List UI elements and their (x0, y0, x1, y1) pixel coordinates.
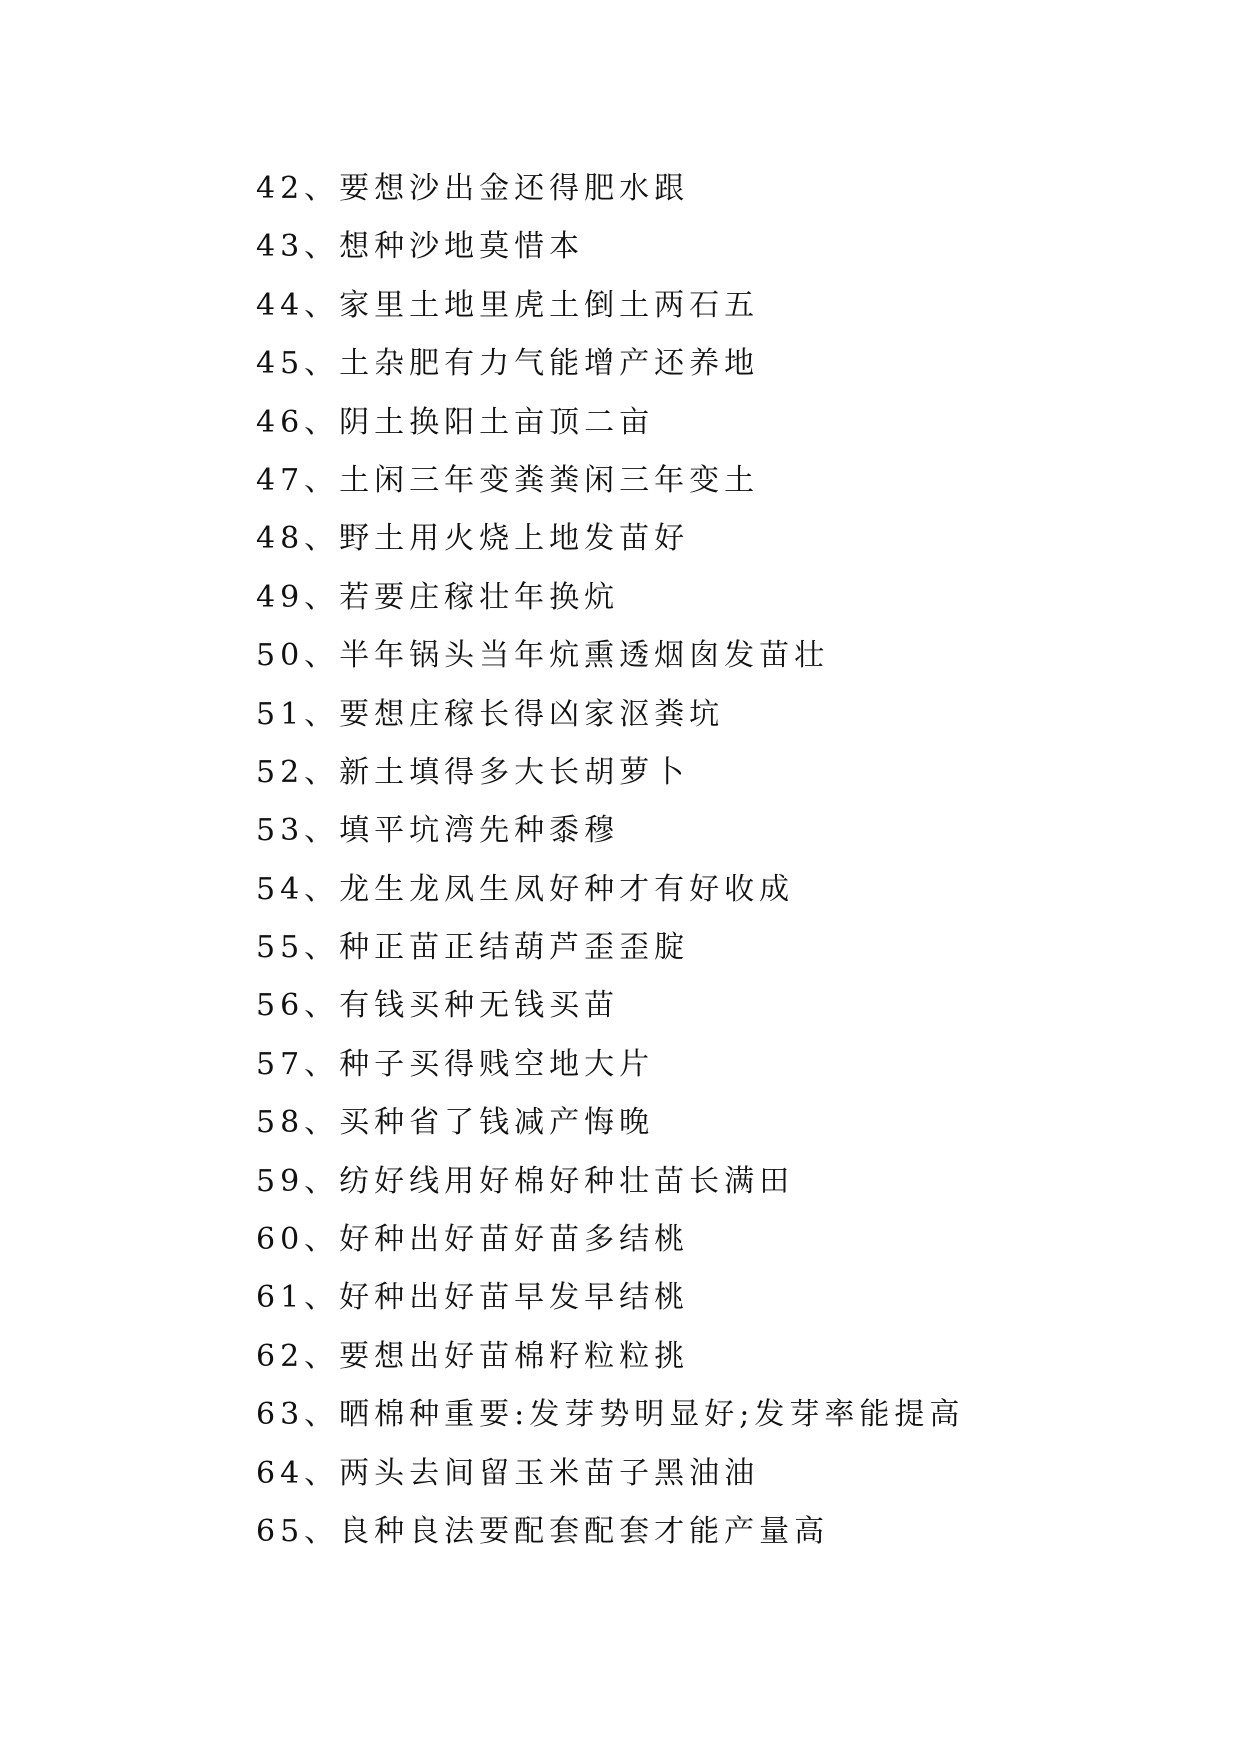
list-item: 45、土杂肥有力气能增产还养地 (256, 346, 760, 382)
list-item: 65、良种良法要配套配套才能产量高 (256, 1513, 830, 1549)
list-item: 59、纺好线用好棉好种壮苗长满田 (256, 1163, 795, 1199)
list-item: 51、要想庄稼长得凶家沤粪坑 (256, 696, 725, 732)
list-item: 63、晒棉种重要:发芽势明显好;发芽率能提高 (256, 1397, 965, 1433)
list-item: 64、两头去间留玉米苗子黑油油 (256, 1455, 760, 1491)
list-item: 60、好种出好苗好苗多结桃 (256, 1222, 690, 1258)
list-item: 49、若要庄稼壮年换炕 (256, 579, 620, 615)
list-item: 48、野土用火烧上地发苗好 (256, 521, 690, 557)
list-item: 56、有钱买种无钱买苗 (256, 988, 620, 1024)
list-item: 58、买种省了钱减产悔晚 (256, 1105, 655, 1141)
list-item: 61、好种出好苗早发早结桃 (256, 1280, 690, 1316)
list-item: 43、想种沙地莫惜本 (256, 229, 585, 265)
list-item: 53、填平坑湾先种黍穆 (256, 813, 620, 849)
list-item: 44、家里土地里虎土倒土两石五 (256, 287, 760, 323)
proverb-list (256, 160, 964, 1561)
list-item: 54、龙生龙凤生凤好种才有好收成 (256, 871, 795, 907)
list-item: 55、种正苗正结葫芦歪歪腚 (256, 930, 690, 966)
list-item: 42、要想沙出金还得肥水跟 (256, 171, 690, 206)
list-item: 50、半年锅头当年炕熏透烟囱发苗壮 (256, 638, 830, 674)
list-item: 46、阴土换阳土亩顶二亩 (256, 404, 655, 440)
list-item: 62、要想出好苗棉籽粒粒挑 (256, 1338, 690, 1374)
list-item: 52、新土填得多大长胡萝卜 (256, 754, 690, 790)
list-item: 47、土闲三年变粪粪闲三年变土 (256, 462, 760, 498)
list-item: 57、种子买得贱空地大片 (256, 1046, 655, 1082)
